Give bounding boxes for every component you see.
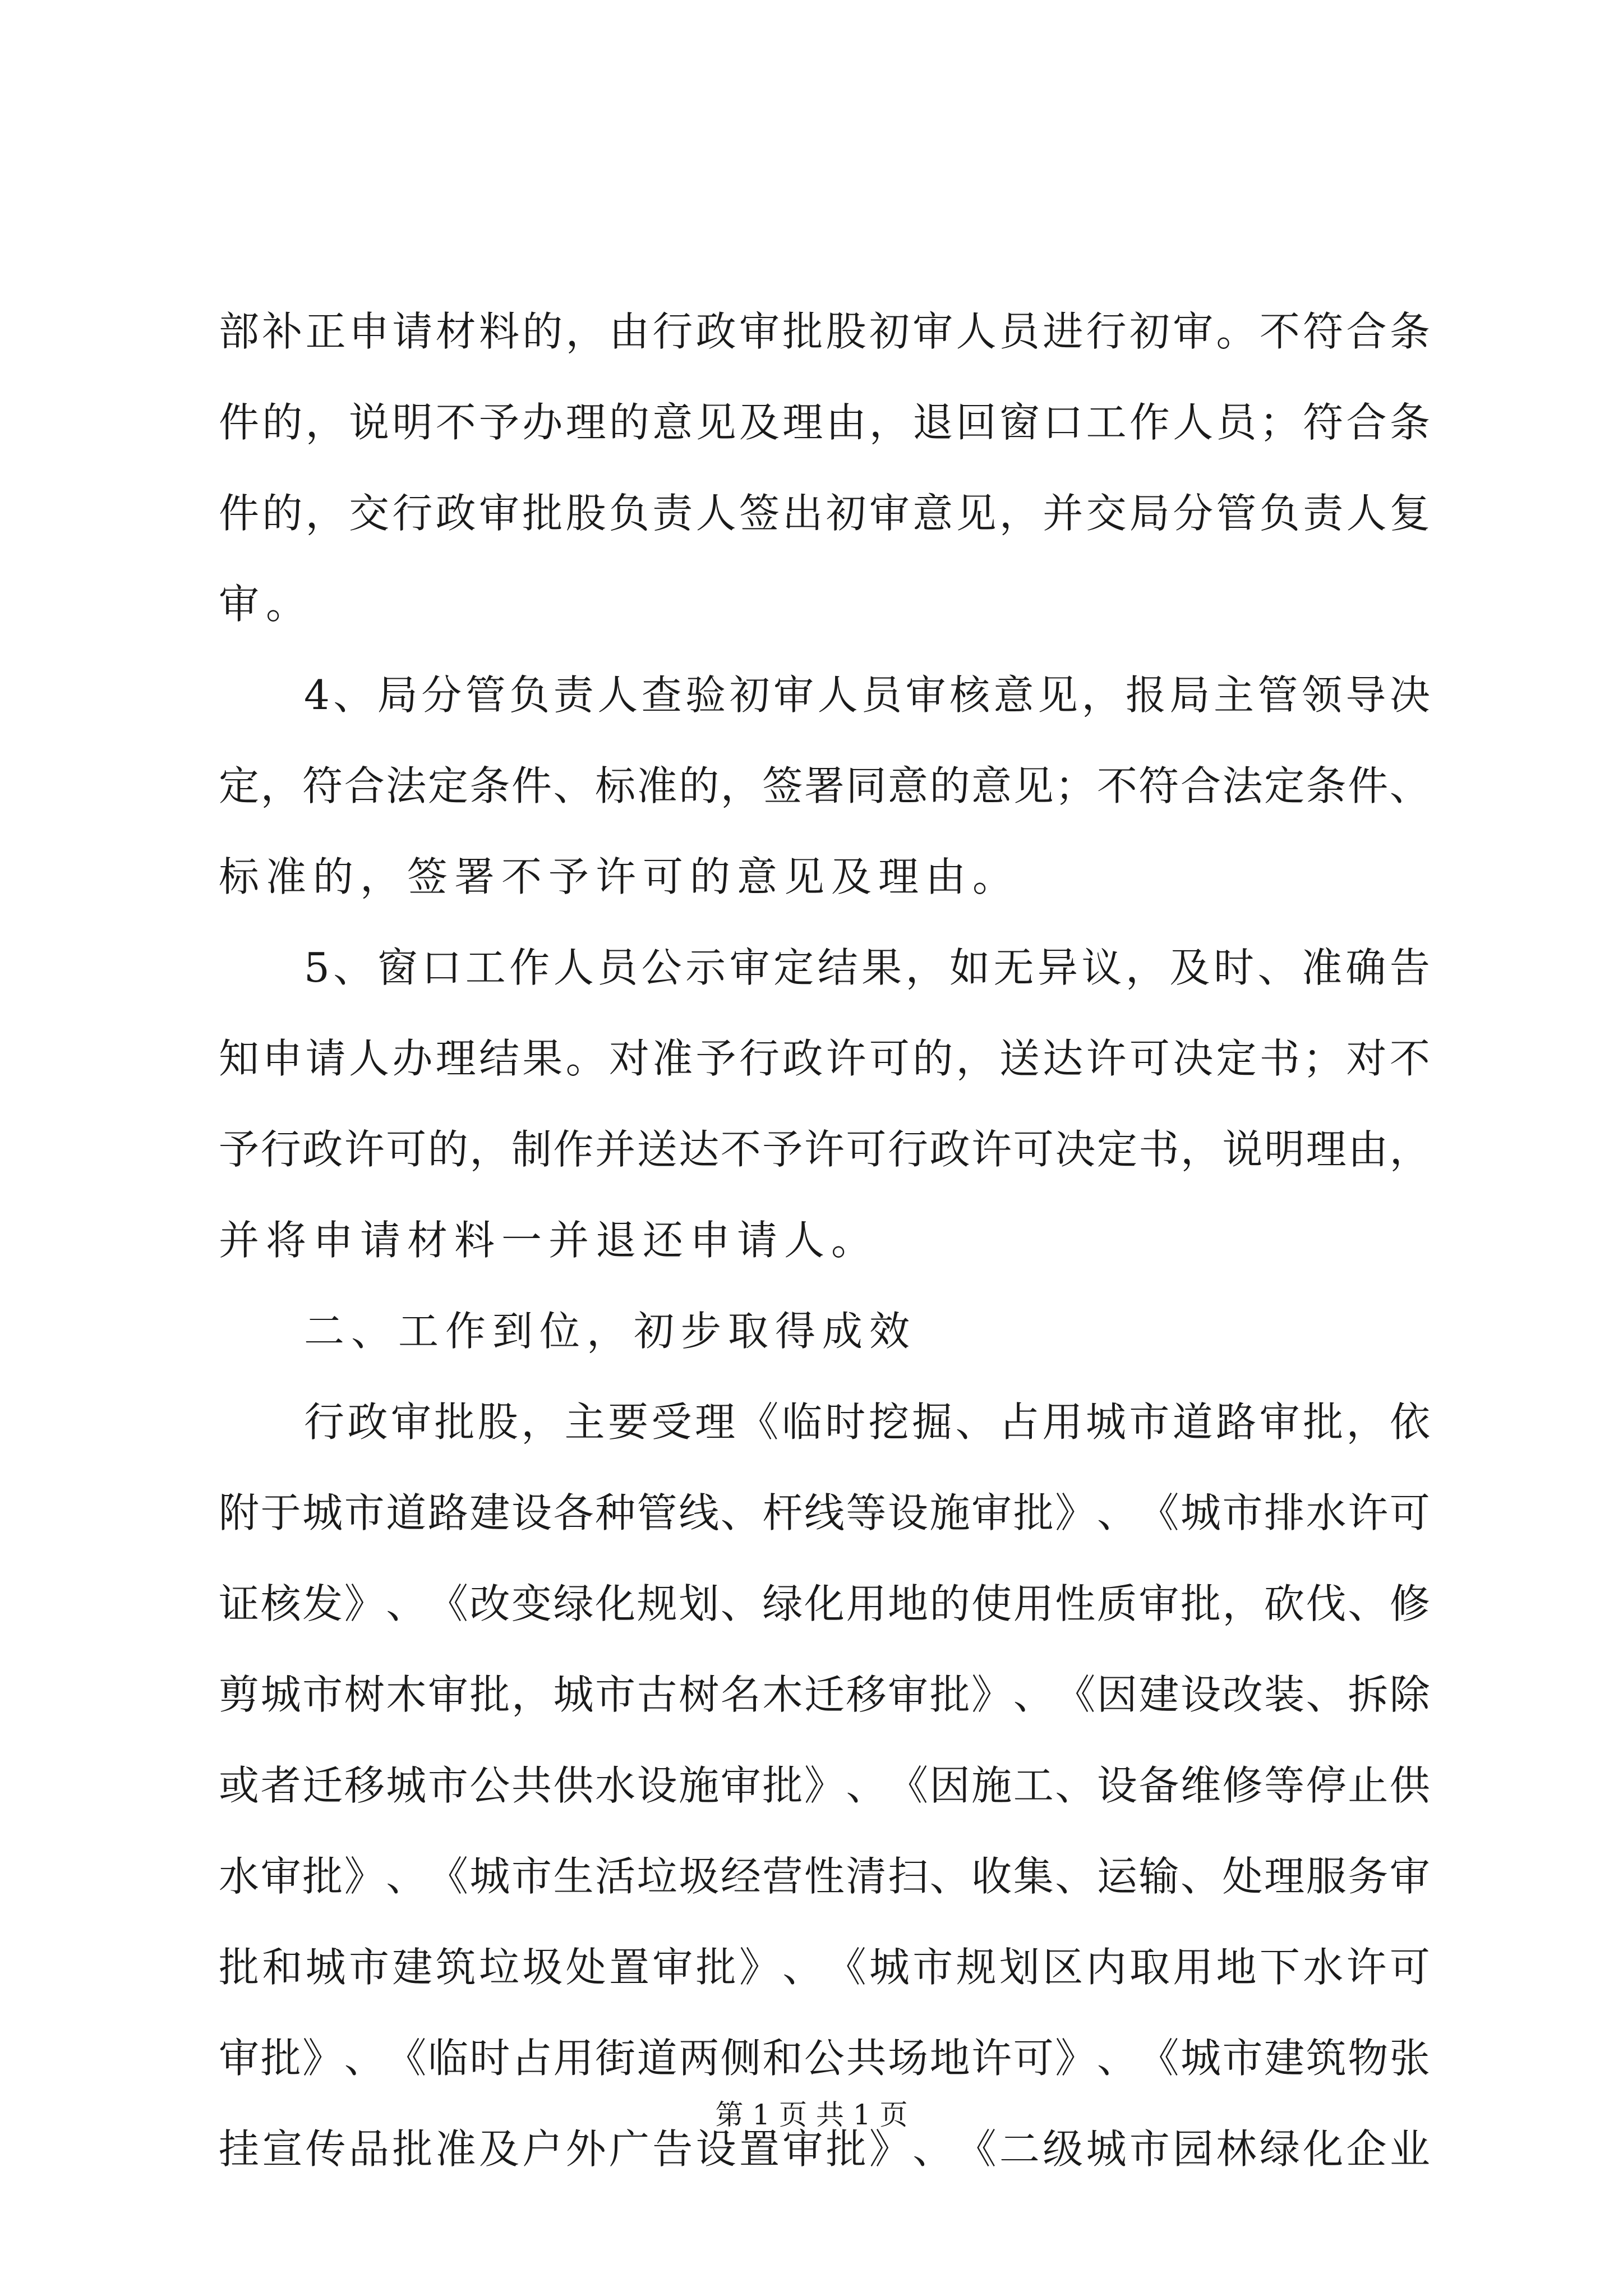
text-line: 水 审 批 》 、 《 城 市 生 活 垃 圾 经 营 性 清 扫 、 收 集 、 运 输 、 处 理 服 务 审 <box>219 1853 1430 1900</box>
text-line: 标准的，签署不予许可的意见及理由。 <box>219 853 1020 900</box>
text-line: 或 者 迁 移 城 市 公 共 供 水 设 施 审 批 》 、 《 因 施 工 、 设 备 维 修 等 停 止 供 <box>219 1762 1430 1809</box>
document-body <box>219 286 1430 2194</box>
text-line: 部 补 正 申 请 材 料 的 ， 由 行 政 审 批 股 初 审 人 员 进 行 初 审 。 不 符 合 条 <box>219 308 1430 355</box>
text-line: 审。 <box>219 581 313 628</box>
text-line: 定 ， 符 合 法 定 条 件 、 标 准 的 ， 签 署 同 意 的 意 见 ； 不 符 合 法 定 条 件 、 <box>219 762 1430 809</box>
text-line: 件 的 ， 说 明 不 予 办 理 的 意 见 及 理 由 ， 退 回 窗 口 工 作 人 员 ； 符 合 条 <box>219 399 1430 446</box>
text-line: 知 申 请 人 办 理 结 果 。 对 准 予 行 政 许 可 的 ， 送 达 许 可 决 定 书 ； 对 不 <box>219 1035 1430 1082</box>
text-line: 行 政 审 批 股 ， 主 要 受 理 《 临 时 挖 掘 、 占 用 城 市 道 路 审 批 ， 依 <box>304 1398 1430 1446</box>
text-line: 附 于 城 市 道 路 建 设 各 种 管 线 、 杆 线 等 设 施 审 批 》 、 《 城 市 排 水 许 可 <box>219 1489 1430 1536</box>
text-line: 件 的 ， 交 行 政 审 批 股 负 责 人 签 出 初 审 意 见 ， 并 交 局 分 管 负 责 人 复 <box>219 490 1430 537</box>
text-line: 审 批 》 、 《 临 时 占 用 街 道 两 侧 和 公 共 场 地 许 可 》 、 《 城 市 建 筑 物 张 <box>219 2035 1430 2082</box>
text-line: 证 核 发 》 、 《 改 变 绿 化 规 划 、 绿 化 用 地 的 使 用 性 质 审 批 ， 砍 伐 、 修 <box>219 1580 1430 1627</box>
text-line: 4 、 局 分 管 负 责 人 查 验 初 审 人 员 审 核 意 见 ， 报 局 主 管 领 导 决 <box>304 671 1430 719</box>
text-line: 批 和 城 市 建 筑 垃 圾 处 置 审 批 》 、 《 城 市 规 划 区 内 取 用 地 下 水 许 可 <box>219 1944 1430 1991</box>
text-line: 予 行 政 许 可 的 ， 制 作 并 送 达 不 予 许 可 行 政 许 可 决 定 书 ， 说 明 理 由 ， <box>219 1126 1430 1173</box>
text-line: 挂 宣 传 品 批 准 及 户 外 广 告 设 置 审 批 》 、 《 二 级 城 市 园 林 绿 化 企 业 <box>219 2125 1430 2173</box>
text-line: 5 、 窗 口 工 作 人 员 公 示 审 定 结 果 ， 如 无 异 议 ， 及 时 、 准 确 告 <box>304 944 1430 991</box>
text-line: 剪 城 市 树 木 审 批 ， 城 市 古 树 名 木 迁 移 审 批 》 、 《 因 建 设 改 装 、 拆 除 <box>219 1671 1430 1718</box>
text-line: 并将申请材料一并退还申请人。 <box>219 1217 879 1264</box>
text-line: 二、工作到位，初步取得成效 <box>304 1308 917 1355</box>
page-footer: 第 1 页 共 1 页 <box>715 2099 908 2131</box>
